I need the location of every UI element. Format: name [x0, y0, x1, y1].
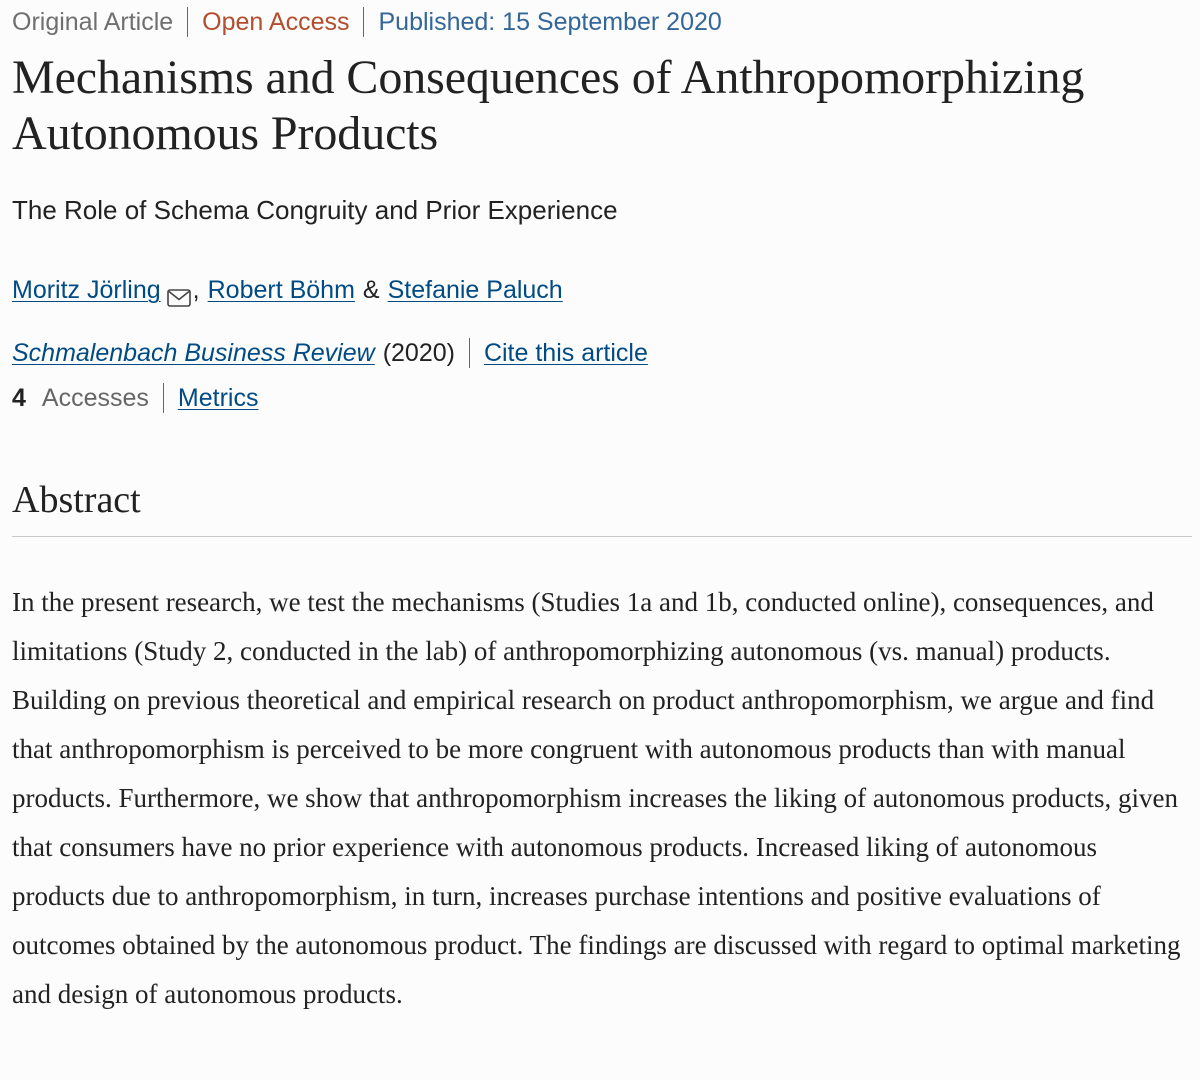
meta-separator — [469, 338, 470, 368]
author-link-jorling[interactable]: Moritz Jörling — [12, 276, 161, 304]
envelope-icon[interactable] — [167, 281, 191, 299]
access-count: 4 — [12, 384, 26, 412]
metrics-link[interactable]: Metrics — [177, 384, 259, 412]
meta-separator — [363, 7, 364, 37]
publication-year: (2020) — [382, 339, 455, 367]
open-access-badge: Open Access — [202, 7, 350, 36]
citation-row — [12, 335, 648, 371]
meta-separator — [187, 7, 188, 37]
author-link-paluch[interactable]: Stefanie Paluch — [387, 276, 563, 304]
section-divider — [12, 536, 1192, 537]
access-metrics-row — [12, 380, 258, 416]
cite-article-link[interactable]: Cite this article — [483, 339, 648, 367]
article-meta-row — [12, 4, 722, 40]
author-ampersand: & — [362, 276, 380, 304]
meta-separator — [163, 383, 164, 413]
abstract-heading: Abstract — [12, 479, 141, 521]
journal-link[interactable]: Schmalenbach Business Review — [12, 339, 375, 367]
abstract-text: In the present research, we test the mechanisms (Studies 1a and 1b, conducted online), consequences, and limitations (Study 2, conducted in the lab) of anthropomorphizing autonomous (vs. manual) products. Building on previous theoretical and empirical research on product anthropomorphism, we argue and find that anthropomorphism is perceived to be more congruent with autonomous products than with manual products. Furthermore, we show that anthropomorphism increases the liking of autonomous products, given that consumers have no prior experience with autonomous products. Increased liking of autonomous products due to anthropomorphism, in turn, increases purchase intentions and positive evaluations of outcomes obtained by the autonomous product. The findings are discussed with regard to optimal marketing and design of autonomous products. — [12, 587, 1181, 1009]
access-label: Accesses — [41, 384, 149, 412]
article-type: Original Article — [12, 7, 174, 36]
article-subtitle: The Role of Schema Congruity and Prior Experience — [12, 195, 618, 225]
author-separator: , — [192, 276, 200, 304]
published-date: Published: 15 September 2020 — [378, 7, 722, 36]
article-title: Mechanisms and Consequences of Anthropomorphizing Autonomous Products — [12, 51, 1085, 160]
author-list — [12, 272, 563, 308]
author-link-bohm[interactable]: Robert Böhm — [207, 276, 355, 304]
